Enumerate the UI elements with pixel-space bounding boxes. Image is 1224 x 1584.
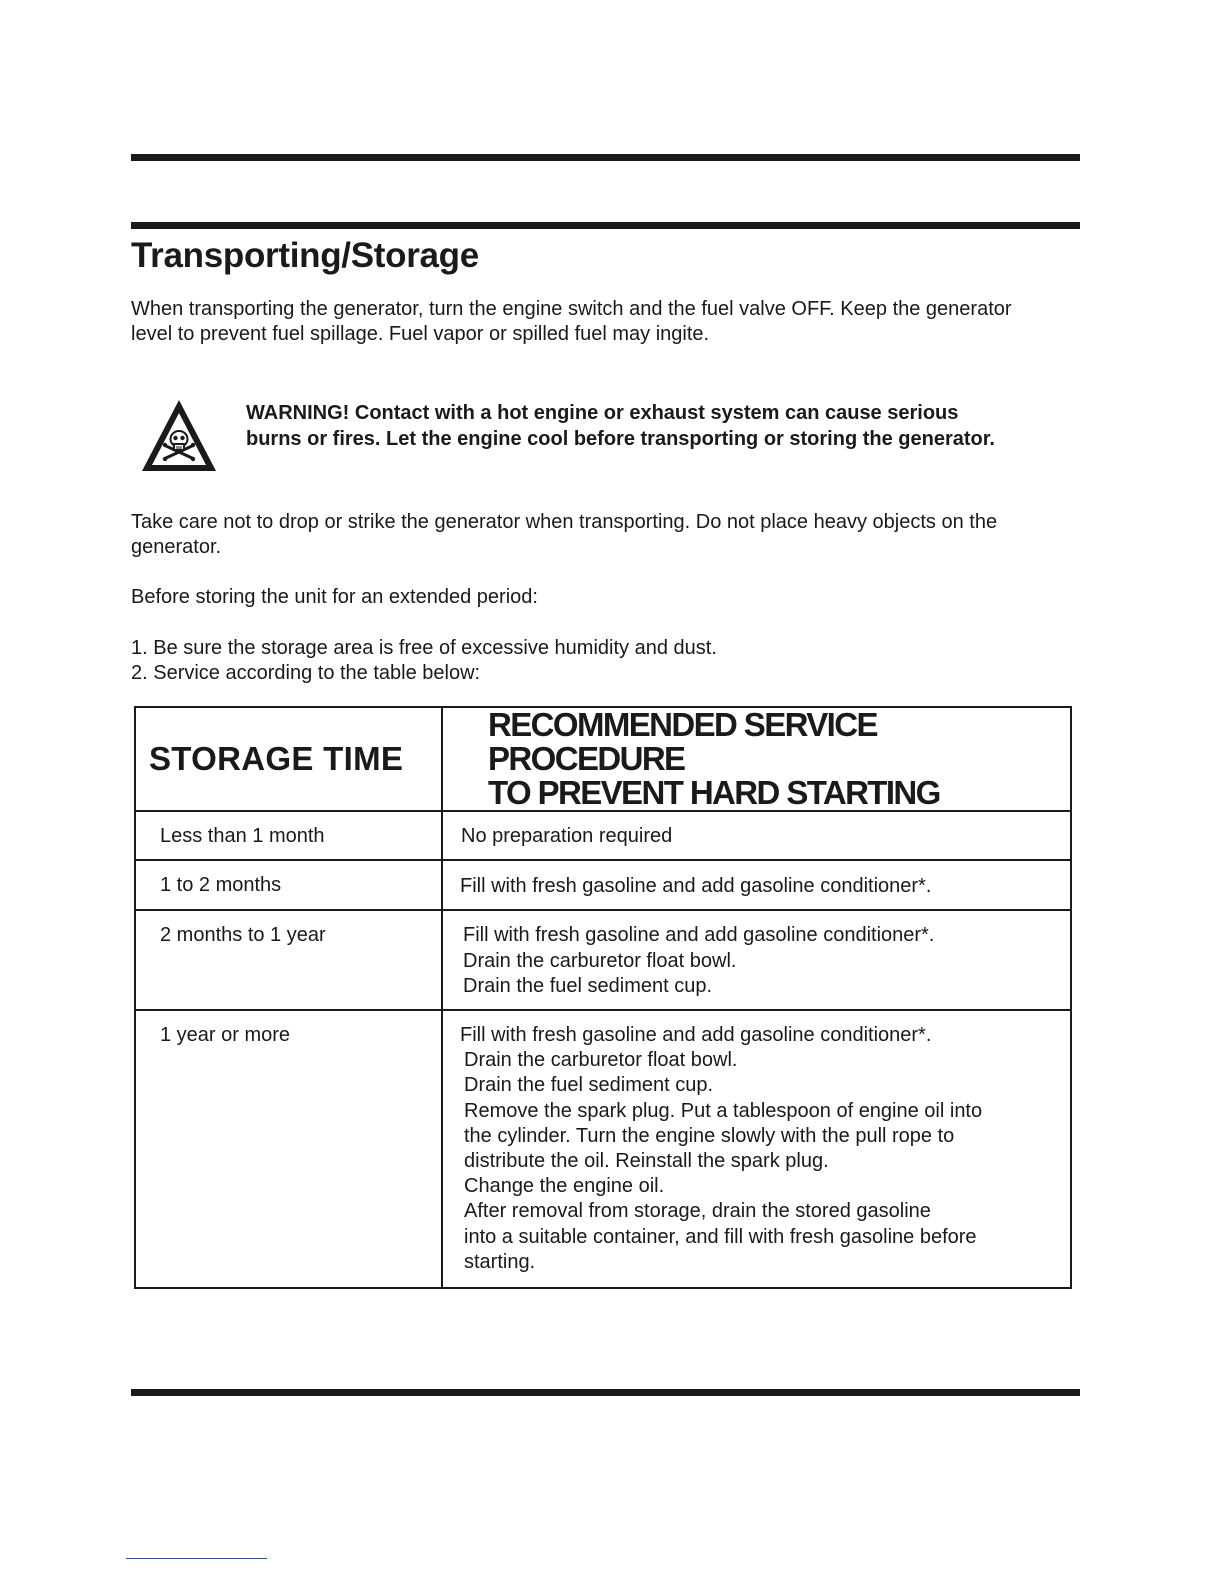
procedure-header (442, 707, 1071, 811)
table-row (135, 910, 1071, 1010)
list-item: 2. Service according to the table below: (131, 662, 481, 684)
section-title: Transporting/Storage (131, 236, 479, 275)
table-row (135, 1010, 1071, 1288)
procedure-cell (442, 1010, 1071, 1288)
procedure-line: Fill with fresh gasoline and add gasoline conditioner*. (460, 1024, 932, 1047)
storage-time-cell: 1 year or more (135, 1010, 442, 1288)
procedure-header-line: RECOMMENDED SERVICE PROCEDURE (488, 706, 877, 777)
procedure-line: Drain the carburetor float bowl. (463, 949, 737, 972)
procedure-line: into a suitable container, and fill with fresh gasoline before (464, 1225, 977, 1248)
before-storing-paragraph: Before storing the unit for an extended period: (131, 586, 538, 608)
bottom-rule (131, 1389, 1080, 1396)
procedure-line: distribute the oil. Reinstall the spark plug. (464, 1150, 829, 1173)
warning-message: WARNING! Contact with a hot engine or exhaust system can cause serious burns or fires. Let the engine cool before transporting or storing the generator. (246, 402, 995, 450)
procedure-line: Drain the carburetor float bowl. (464, 1049, 738, 1072)
procedure-line: the cylinder. Turn the engine slowly with the pull rope to (464, 1124, 955, 1147)
procedure-line: Drain the fuel sediment cup. (464, 1074, 714, 1097)
procedure-cell (442, 910, 1071, 1010)
table-row (135, 811, 1071, 860)
storage-time-cell: 1 to 2 months (135, 860, 442, 910)
procedure-header-line: TO PREVENT HARD STARTING (488, 774, 940, 811)
top-rule (131, 154, 1080, 161)
section-rule (131, 222, 1080, 229)
procedure-cell (442, 860, 1071, 910)
storage-time-cell: Less than 1 month (135, 811, 442, 860)
procedure-line: Drain the fuel sediment cup. (463, 974, 713, 997)
storage-time-cell: 2 months to 1 year (135, 910, 442, 1010)
table-header-row (135, 707, 1071, 811)
skull-crossbones-warning-icon (140, 398, 218, 474)
storage-time-header: STORAGE TIME (135, 707, 442, 811)
storage-service-table (134, 706, 1072, 1289)
list-item: 1. Be sure the storage area is free of excessive humidity and dust. (131, 637, 717, 659)
care-paragraph: Take care not to drop or strike the generator when transporting. Do not place heavy objects on the generator. (131, 511, 998, 558)
procedure-line: No preparation required (461, 825, 673, 847)
procedure-cell (442, 811, 1071, 860)
intro-paragraph: When transporting the generator, turn the engine switch and the fuel valve OFF. Keep the generator level to prevent fuel spillage. Fuel vapor or spilled fuel may ingite. (131, 298, 1012, 345)
table-row (135, 860, 1071, 910)
footer-divider (126, 1558, 267, 1559)
procedure-line: Fill with fresh gasoline and add gasoline conditioner*. (463, 924, 935, 947)
procedure-line: starting. (464, 1250, 536, 1273)
procedure-line: After removal from storage, drain the stored gasoline (464, 1200, 931, 1223)
procedure-line: Remove the spark plug. Put a tablespoon of engine oil into (464, 1099, 983, 1122)
storage-steps-list (131, 636, 717, 686)
procedure-line: Change the engine oil. (464, 1175, 665, 1198)
procedure-line: Fill with fresh gasoline and add gasoline conditioner*. (460, 875, 932, 898)
